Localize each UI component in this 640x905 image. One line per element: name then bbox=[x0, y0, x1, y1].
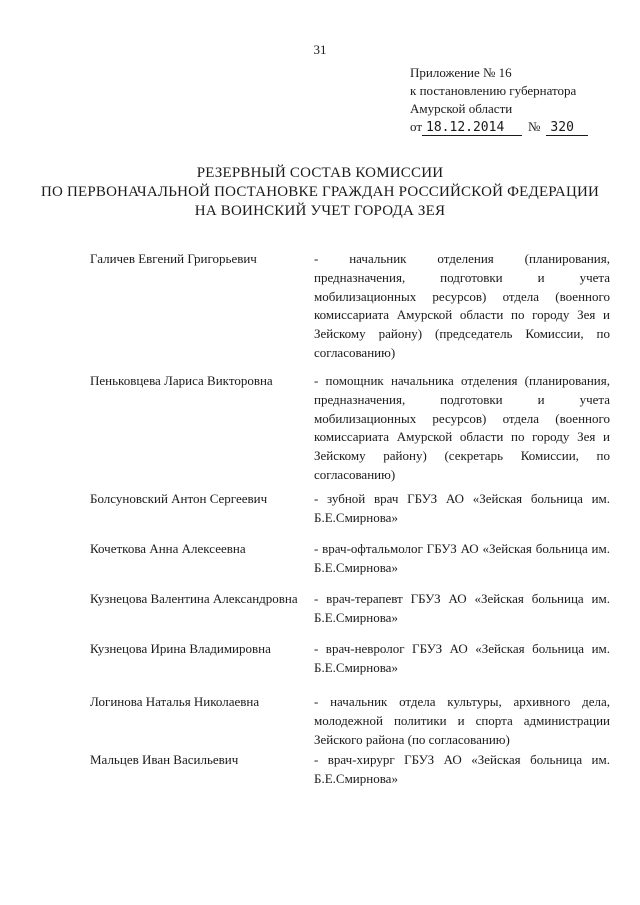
title-line-2: ПО ПЕРВОНАЧАЛЬНОЙ ПОСТАНОВКЕ ГРАЖДАН РОССИЙСКОЙ ФЕДЕРАЦИИ bbox=[40, 184, 600, 200]
member-role: - врач-хирург ГБУЗ АО «Зейская больница им. Б.Е.Смирнова» bbox=[314, 752, 610, 786]
member-name: Кочеткова Анна Алексеевна bbox=[90, 541, 246, 556]
document-title bbox=[0, 164, 640, 221]
appendix-title: Приложение № 16 bbox=[410, 65, 512, 80]
member-role: - врач-невролог ГБУЗ АО «Зейская больница им. Б.Е.Смирнова» bbox=[314, 641, 610, 675]
title-line-1: РЕЗЕРВНЫЙ СОСТАВ КОМИССИИ bbox=[196, 165, 444, 181]
member-name: Логинова Наталья Николаевна bbox=[90, 694, 260, 709]
appendix-region: Амурской области bbox=[410, 101, 513, 116]
member-name: Пеньковцева Лариса Викторовна bbox=[90, 373, 273, 388]
member-name: Кузнецова Валентина Александровна bbox=[90, 591, 298, 606]
member-name: Кузнецова Ирина Владимировна bbox=[90, 641, 271, 656]
member-row bbox=[90, 693, 610, 751]
member-role: - начальник отдела культуры, архивного дела, молодежной политики и спорта администрации Зейского района (по согласованию) bbox=[314, 694, 610, 747]
member-row bbox=[90, 372, 610, 490]
member-row bbox=[90, 590, 610, 640]
appendix-reference: к постановлению губернатора bbox=[410, 83, 577, 98]
members-list bbox=[90, 250, 610, 801]
member-role: - врач-офтальмолог ГБУЗ АО «Зейская больница им. Б.Е.Смирнова» bbox=[314, 541, 610, 575]
member-role: - врач-терапевт ГБУЗ АО «Зейская больница им. Б.Е.Смирнова» bbox=[314, 591, 610, 625]
appendix-date-number-line bbox=[410, 118, 630, 136]
title-line-3: НА ВОИНСКИЙ УЧЕТ ГОРОДА ЗЕЯ bbox=[194, 203, 446, 219]
date-prefix: от bbox=[410, 119, 423, 134]
member-row bbox=[90, 490, 610, 540]
member-role: - зубной врач ГБУЗ АО «Зейская больница им. Б.Е.Смирнова» bbox=[314, 491, 610, 525]
member-name: Мальцев Иван Васильевич bbox=[90, 752, 239, 767]
page-number: 31 bbox=[313, 42, 327, 57]
member-name: Болсуновский Антон Сергеевич bbox=[90, 491, 268, 506]
member-name: Галичев Евгений Григорьевич bbox=[90, 251, 257, 266]
member-row bbox=[90, 540, 610, 590]
member-role: - начальник отделения (планирования, предназначения, подготовки и учета мобилизационных ресурсов) отдела (военного комиссариата Амурской области по городу Зея и Зейскому району) (председатель Комиссии, по согласованию) bbox=[314, 251, 610, 360]
member-row bbox=[90, 250, 610, 372]
number-prefix: № bbox=[528, 119, 541, 134]
member-role: - помощник начальника отделения (планирования, предназначения, подготовки и учета мобилизационных ресурсов) отдела (военного комиссариата Амурской области по городу Зея и Зейскому району) (секретарь Комиссии, по согласованию) bbox=[314, 373, 610, 482]
member-row bbox=[90, 640, 610, 693]
handwritten-number: 320 bbox=[546, 121, 588, 136]
handwritten-date: 18.12.2014 bbox=[422, 121, 522, 136]
appendix-block bbox=[410, 64, 630, 136]
member-row bbox=[90, 751, 610, 801]
